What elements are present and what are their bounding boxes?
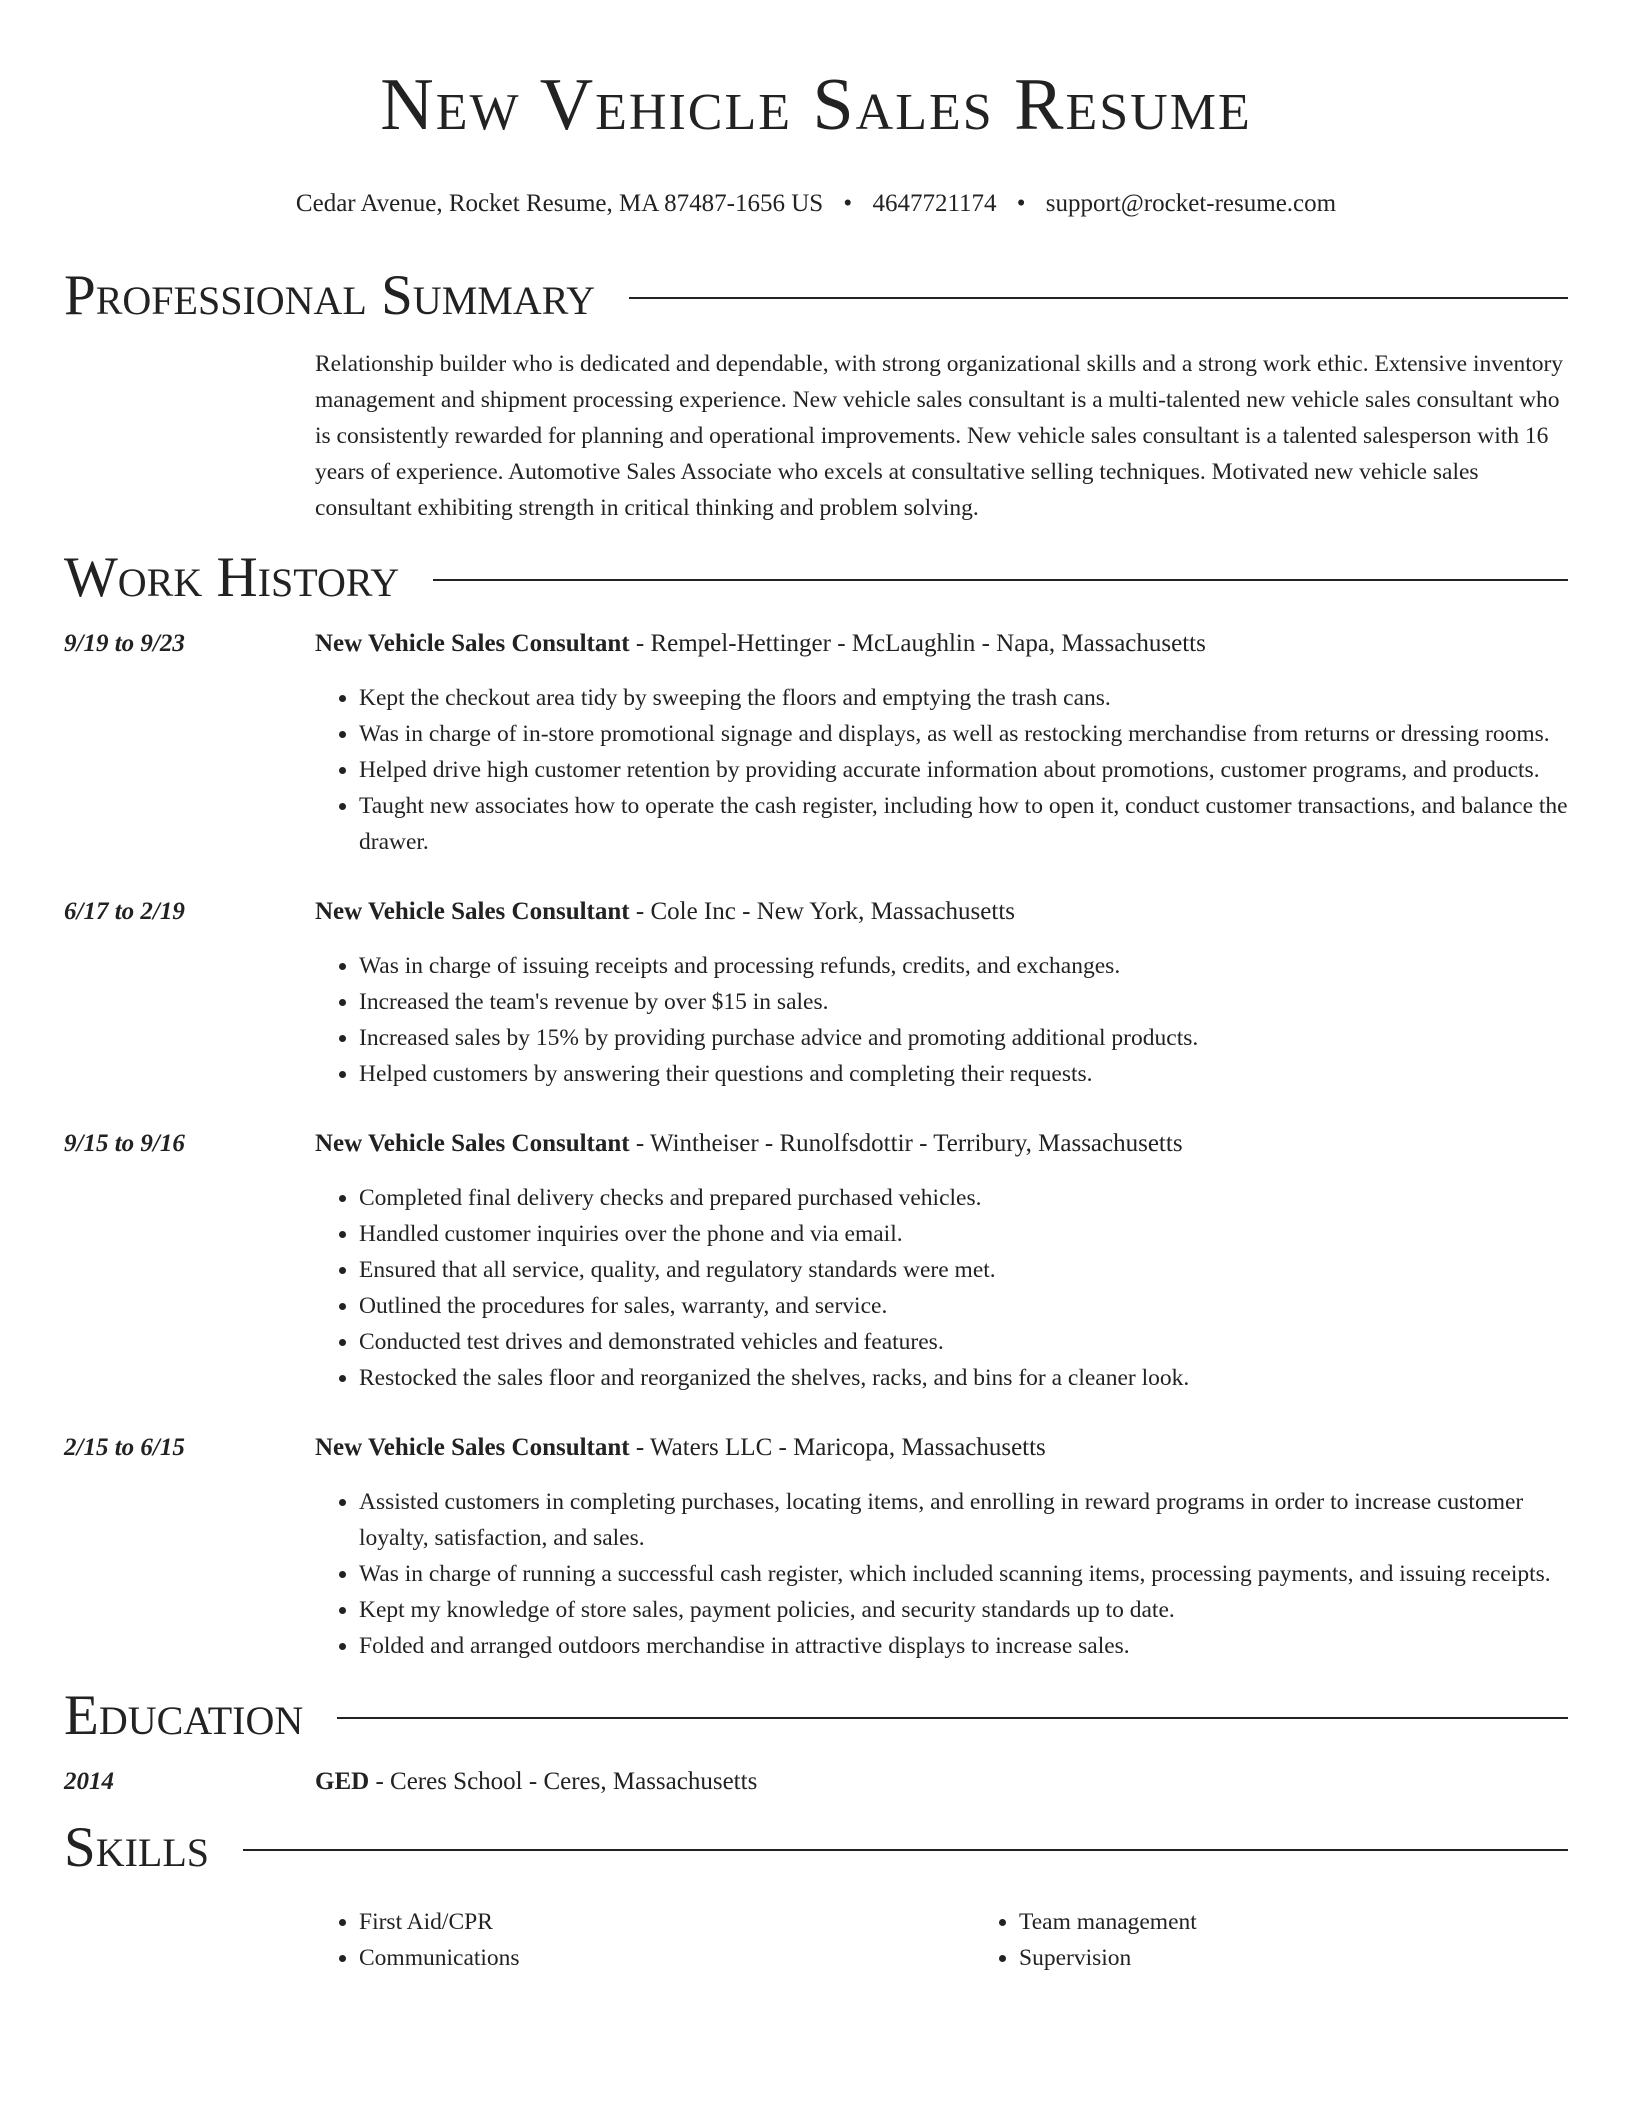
job-bullet: • Ensured that all service, quality, and regulatory standards were met.	[359, 1252, 1568, 1288]
job-bullet: • Conducted test drives and demonstrated vehicles and features.	[359, 1324, 1568, 1360]
job-bullet: • Completed final delivery checks and prepared purchased vehicles.	[359, 1180, 1568, 1216]
work-heading: Work History	[64, 546, 400, 609]
job-bullet: • Outlined the procedures for sales, warranty, and service.	[359, 1288, 1568, 1324]
job-heading	[315, 1126, 1568, 1162]
job-content	[315, 626, 1568, 860]
job-entry	[64, 1430, 1568, 1664]
education-details: - Ceres School - Ceres, Massachusetts	[369, 1768, 758, 1795]
contact-line	[64, 188, 1568, 220]
phone: 4647721174	[872, 190, 997, 217]
section-divider	[243, 1849, 1568, 1851]
email: support@rocket-resume.com	[1045, 190, 1337, 217]
summary-text: Relationship builder who is dedicated and dependable, with strong organizational skills and a strong work ethic. Extensive inventory management and shipment processing experience. New vehicle sales consultant is a multi-talented new vehicle sales consultant who is consistently rewarded for planning and operational improvements. New vehicle sales consultant is a talented salesperson with 16 years of experience. Automotive Sales Associate who excels at consultative selling techniques. Motivated new vehicle sales consultant exhibiting strength in critical thinking and problem solving.	[315, 351, 1564, 521]
job-entry	[64, 1126, 1568, 1396]
education-year: 2014	[64, 1768, 114, 1795]
degree: GED	[315, 1768, 370, 1795]
skill-item: • Communications	[359, 1940, 975, 1976]
job-content	[315, 1430, 1568, 1664]
job-bullet: • Kept the checkout area tidy by sweeping the floors and emptying the trash cans.	[359, 680, 1568, 716]
resume-title: New Vehicle Sales Resume	[380, 64, 1252, 146]
job-title: New Vehicle Sales Consultant	[315, 898, 630, 925]
summary-section-header	[64, 266, 1568, 326]
job-bullets	[315, 1180, 1568, 1396]
job-bullet: • Handled customer inquiries over the phone and via email.	[359, 1216, 1568, 1252]
summary-heading: Professional Summary	[64, 264, 596, 327]
skills-column-right	[975, 1904, 1632, 1976]
job-dates: 6/17 to 2/19	[64, 898, 185, 925]
job-heading	[315, 894, 1568, 930]
job-dates: 2/15 to 6/15	[64, 1434, 185, 1461]
job-bullet: • Kept my knowledge of store sales, payment policies, and security standards up to date.	[359, 1592, 1568, 1628]
job-bullet: • Increased sales by 15% by providing purchase advice and promoting additional products.	[359, 1020, 1568, 1056]
job-bullet: • Helped customers by answering their questions and completing their requests.	[359, 1056, 1568, 1092]
skills-section-header	[64, 1818, 1568, 1878]
work-history-list	[64, 626, 1568, 1664]
job-heading	[315, 1430, 1568, 1466]
job-title: New Vehicle Sales Consultant	[315, 630, 630, 657]
skills-column-left	[315, 1904, 975, 1976]
job-bullets	[315, 680, 1568, 860]
education-heading: Education	[64, 1684, 304, 1747]
job-details: - Cole Inc - New York, Massachusetts	[629, 898, 1015, 925]
job-bullet: • Helped drive high customer retention by providing accurate information about promotions, customer programs, and products.	[359, 752, 1568, 788]
job-bullet: • Increased the team's revenue by over $15 in sales.	[359, 984, 1568, 1020]
contact-separator: •	[843, 190, 853, 217]
skill-item: • First Aid/CPR	[359, 1904, 975, 1940]
section-divider	[433, 579, 1568, 581]
job-heading	[315, 626, 1568, 662]
job-dates: 9/19 to 9/23	[64, 630, 185, 657]
education-section-header	[64, 1686, 1568, 1746]
skills-list	[315, 1904, 1568, 1976]
job-content	[315, 1126, 1568, 1396]
skill-item: • Team management	[1019, 1904, 1632, 1940]
job-title: New Vehicle Sales Consultant	[315, 1434, 630, 1461]
job-bullets	[315, 1484, 1568, 1664]
job-details: - Wintheiser - Runolfsdottir - Terribury, Massachusetts	[629, 1130, 1183, 1157]
work-section-header	[64, 548, 1568, 608]
education-heading-line	[315, 1764, 1568, 1800]
job-bullet: • Was in charge of in-store promotional signage and displays, as well as restocking merchandise from returns or dressing rooms.	[359, 716, 1568, 752]
job-bullet: • Was in charge of issuing receipts and processing refunds, credits, and exchanges.	[359, 948, 1568, 984]
job-title: New Vehicle Sales Consultant	[315, 1130, 630, 1157]
skills-heading: Skills	[64, 1816, 210, 1879]
job-details: - Waters LLC - Maricopa, Massachusetts	[629, 1434, 1046, 1461]
job-content	[315, 894, 1568, 1092]
job-bullet: • Folded and arranged outdoors merchandise in attractive displays to increase sales.	[359, 1628, 1568, 1664]
job-bullets	[315, 948, 1568, 1092]
job-entry	[64, 626, 1568, 860]
job-bullet: • Restocked the sales floor and reorganized the shelves, racks, and bins for a cleaner look.	[359, 1360, 1568, 1396]
job-bullet: • Assisted customers in completing purchases, locating items, and enrolling in reward programs in order to increase customer loyalty, satisfaction, and sales.	[359, 1484, 1568, 1556]
address: Cedar Avenue, Rocket Resume, MA 87487-1656 US	[295, 190, 824, 217]
education-entry	[64, 1764, 1568, 1800]
contact-separator: •	[1016, 190, 1026, 217]
section-divider	[337, 1717, 1568, 1719]
job-bullet: • Taught new associates how to operate the cash register, including how to open it, conduct customer transactions, and balance the drawer.	[359, 788, 1568, 860]
job-details: - Rempel-Hettinger - McLaughlin - Napa, Massachusetts	[629, 630, 1206, 657]
job-entry	[64, 894, 1568, 1092]
skill-item: • Supervision	[1019, 1940, 1632, 1976]
section-divider	[629, 297, 1568, 299]
job-bullet: • Was in charge of running a successful cash register, which included scanning items, processing payments, and issuing receipts.	[359, 1556, 1568, 1592]
job-dates: 9/15 to 9/16	[64, 1130, 185, 1157]
